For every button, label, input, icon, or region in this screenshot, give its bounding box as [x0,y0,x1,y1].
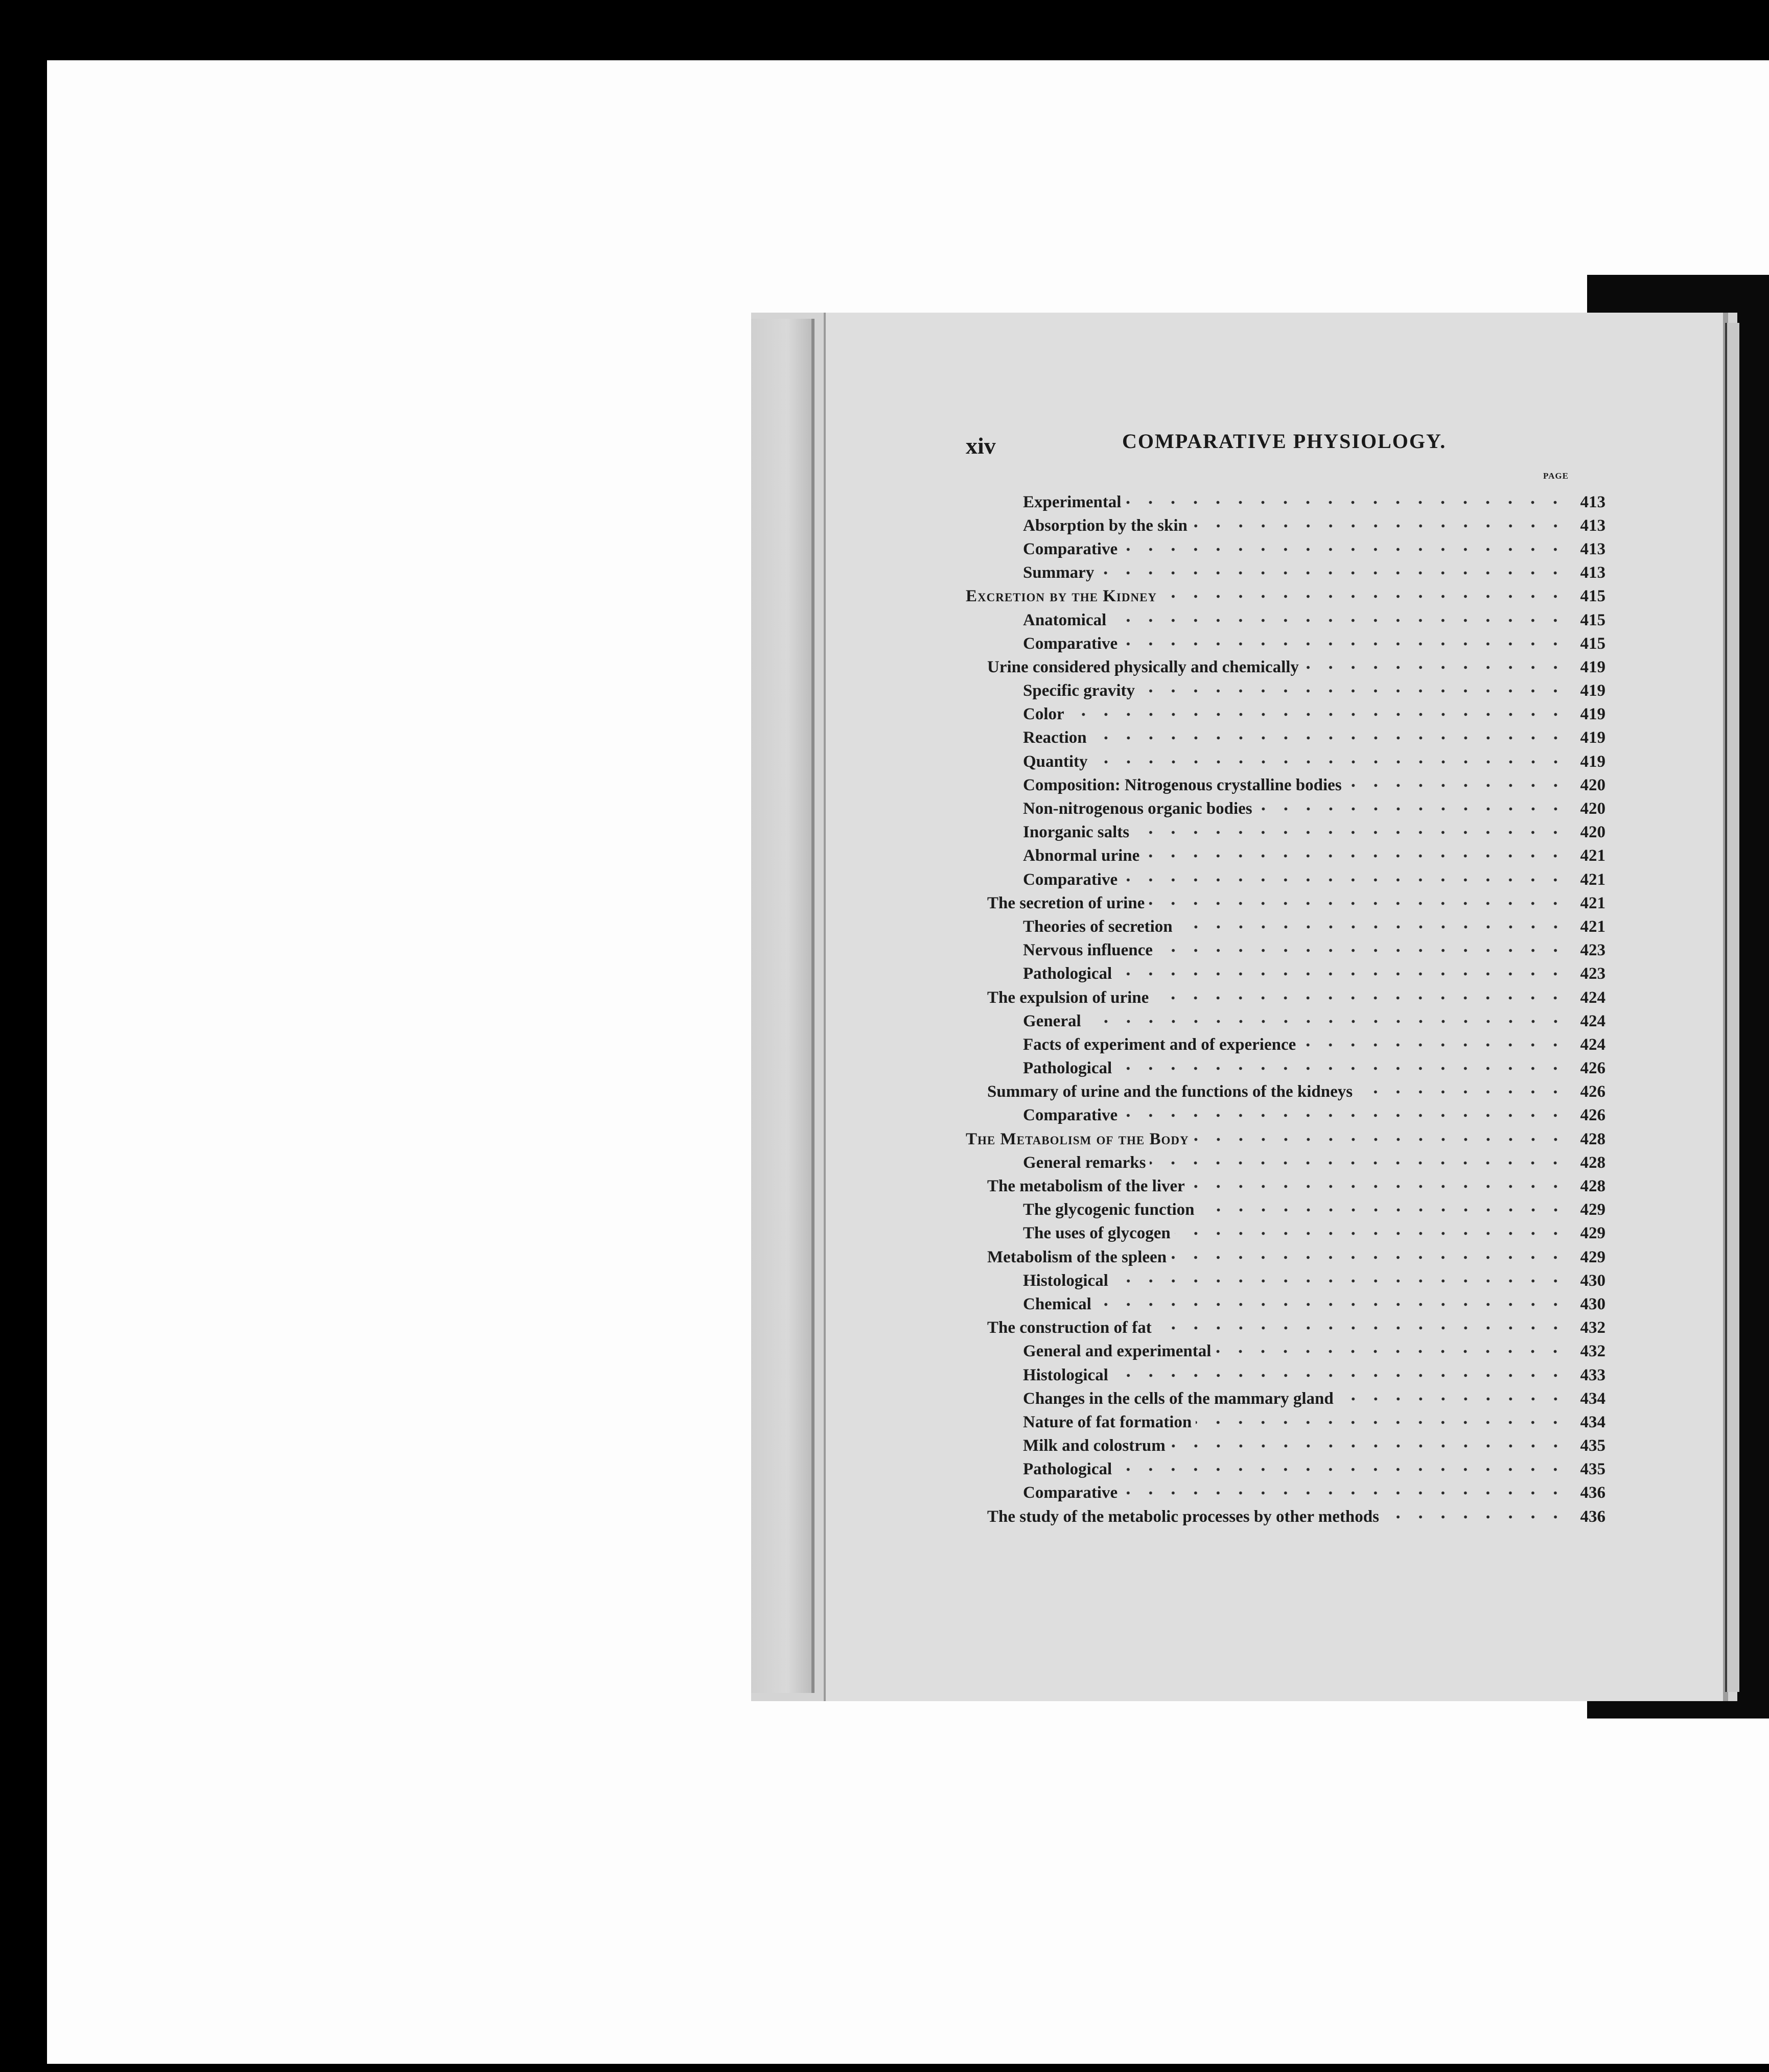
toc-entry-page: 419 [1580,752,1605,771]
toc-entry [966,915,1605,938]
toc-entry-label: The study of the metabolic processes by other methods [966,1508,1383,1526]
toc-entry-label: Facts of experiment and of experience [966,1035,1300,1054]
toc-entry [966,1174,1605,1198]
dot-leader [1112,1367,1567,1384]
toc-entry [966,1009,1605,1033]
toc-entry-page: 429 [1580,1224,1605,1243]
toc-entry [966,939,1605,962]
toc-entry-label: Color [966,705,1068,724]
toc-entry [966,1033,1605,1056]
toc-entry [966,844,1605,868]
toc-entry [966,1151,1605,1174]
toc-entry-page: 436 [1580,1484,1605,1502]
toc-entry-page: 432 [1580,1318,1605,1337]
toc-entry [966,1127,1605,1151]
dot-leader [1303,659,1567,676]
toc-entry-label: General and experimental [966,1342,1215,1361]
toc-entry-page: 424 [1580,1035,1605,1054]
toc-entry-page: 426 [1580,1059,1605,1078]
toc-entry-label: The construction of fat [966,1318,1156,1337]
toc-entry-page: 434 [1580,1389,1605,1408]
toc-entry [966,1198,1605,1222]
toc-entry-label: Changes in the cells of the mammary gland [966,1390,1338,1408]
toc-entry [966,608,1605,632]
toc-entry-page: 430 [1580,1294,1605,1313]
dot-leader [1122,872,1567,888]
dot-leader [1098,564,1567,581]
toc-entry [966,1057,1605,1080]
toc-entry-label: The expulsion of urine [966,988,1153,1007]
dot-leader [1096,1296,1567,1313]
dot-leader [1193,1131,1567,1148]
toc-entry-label: The glycogenic function [966,1200,1199,1219]
toc-entry-page: 434 [1580,1412,1605,1431]
dot-leader [1085,1013,1567,1030]
toc-entry [966,1458,1605,1481]
dot-leader [1133,824,1567,841]
toc-entry-page: 420 [1580,823,1605,842]
toc-entry-label: Abnormal urine [966,846,1144,865]
dot-leader [1177,919,1567,935]
toc-entry-label: Milk and colostrum [966,1437,1170,1455]
dot-leader [1122,1107,1567,1124]
dot-leader [1383,1509,1567,1525]
toc-entry [966,1269,1605,1292]
dot-leader [1092,754,1567,770]
dot-leader [1256,800,1567,817]
toc-entry [966,1245,1605,1269]
toc-entry-label: General remarks [966,1153,1150,1172]
toc-entry [966,1363,1605,1387]
toc-entry-page: 413 [1580,492,1605,511]
toc-entry-page: 419 [1580,705,1605,724]
toc-entry-label: Composition: Nitrogenous crystalline bodies [966,776,1346,795]
toc-entry-page: 413 [1580,563,1605,582]
dot-leader [1116,966,1567,982]
toc-entry-page: 415 [1580,587,1605,606]
facing-page-edge [1725,323,1739,1692]
page-folio: xiv [966,433,996,459]
dot-leader [1199,1202,1567,1218]
toc-entry [966,514,1605,537]
dot-leader [1161,588,1567,605]
toc-entry-label: Pathological [966,964,1116,983]
toc-entry-page: 421 [1580,917,1605,936]
dot-leader [1156,1320,1567,1336]
toc-entry-page: 429 [1580,1247,1605,1266]
toc-entry-label: Chemical [966,1295,1096,1314]
toc-entry [966,1434,1605,1458]
toc-entry-label: Metabolism of the spleen [966,1248,1171,1267]
toc-entry-page: 428 [1580,1177,1605,1196]
toc-entry-label: General [966,1012,1085,1031]
toc-entry [966,1340,1605,1363]
toc-entry-page: 419 [1580,681,1605,700]
dot-leader [1122,541,1567,558]
toc-entry-page: 421 [1580,870,1605,889]
toc-entry-label: Histological [966,1366,1112,1385]
dot-leader [1215,1343,1567,1360]
toc-entry [966,1104,1605,1127]
toc-entry [966,868,1605,891]
toc-entry [966,1080,1605,1104]
toc-entry-label: Comparative [966,634,1122,653]
toc-entry-page: 415 [1580,634,1605,653]
toc-entry [966,962,1605,986]
toc-entry [966,726,1605,750]
running-title: COMPARATIVE PHYSIOLOGY. [1122,430,1447,453]
toc-entry-page: 435 [1580,1437,1605,1455]
toc-entry [966,986,1605,1009]
toc-entry [966,1410,1605,1434]
dot-leader [1149,895,1567,912]
toc-entry-page: 424 [1580,988,1605,1007]
toc-entry-label: The secretion of urine [966,894,1149,913]
toc-entry-label: Inorganic salts [966,823,1133,842]
toc-entry [966,561,1605,585]
toc-entry-label: Histological [966,1272,1112,1290]
toc-entry-label: Pathological [966,1059,1116,1078]
toc-entry [966,1481,1605,1505]
toc-entry-label: The metabolism of the liver [966,1177,1189,1196]
dot-leader [1346,777,1567,794]
toc-entry-page: 421 [1580,846,1605,865]
dot-leader [1189,1178,1567,1195]
toc-entry [966,585,1605,608]
table-of-contents [966,490,1605,1528]
dot-leader [1150,1155,1567,1171]
dot-leader [1170,1438,1567,1454]
toc-entry-label: Comparative [966,1484,1122,1502]
toc-entry [966,891,1605,915]
toc-entry [966,679,1605,703]
toc-entry-label: Urine considered physically and chemically [966,658,1303,677]
dot-leader [1139,682,1567,699]
dot-leader [1175,1225,1567,1242]
toc-entry-label: Nervous influence [966,941,1157,960]
dot-leader [1153,990,1567,1006]
toc-entry [966,490,1605,514]
toc-entry-label: The uses of glycogen [966,1224,1175,1243]
toc-entry-page: 436 [1580,1507,1605,1526]
toc-entry [966,1222,1605,1245]
dot-leader [1144,847,1567,864]
toc-entry-label: Comparative [966,540,1122,559]
dot-leader [1110,612,1567,629]
dot-leader [1112,1273,1567,1289]
toc-entry-page: 426 [1580,1082,1605,1101]
toc-entry-label: Comparative [966,1106,1122,1125]
toc-entry-page: 420 [1580,775,1605,794]
toc-entry-page: 415 [1580,610,1605,629]
dot-leader [1357,1084,1567,1100]
dot-leader [1122,635,1567,652]
toc-entry-page: 421 [1580,893,1605,912]
toc-entry [966,537,1605,561]
toc-entry-label: Theories of secretion [966,917,1177,936]
toc-entry-label: Non-nitrogenous organic bodies [966,799,1256,818]
dot-leader [1116,1461,1567,1478]
toc-entry-page: 435 [1580,1460,1605,1479]
toc-entry [966,1292,1605,1316]
toc-entry [966,821,1605,844]
toc-entry [966,632,1605,655]
toc-entry-label: Experimental [966,493,1125,512]
toc-entry-page: 419 [1580,657,1605,676]
toc-entry-page: 428 [1580,1153,1605,1172]
toc-entry-label: Summary of urine and the functions of the kidneys [966,1082,1357,1101]
toc-entry [966,655,1605,679]
toc-entry-page: 419 [1580,728,1605,747]
toc-entry-label: Quantity [966,752,1092,771]
dot-leader [1300,1037,1567,1053]
toc-entry [966,773,1605,797]
toc-entry [966,750,1605,773]
dot-leader [1116,1060,1567,1077]
toc-entry-page: 423 [1580,964,1605,983]
dot-leader [1196,1414,1567,1431]
toc-entry-label: Excretion by the Kidney [966,587,1161,606]
toc-entry-page: 424 [1580,1011,1605,1030]
toc-entry-page: 430 [1580,1271,1605,1290]
toc-entry [966,703,1605,726]
toc-entry-page: 429 [1580,1200,1605,1219]
toc-entry-page: 432 [1580,1342,1605,1361]
dot-leader [1192,517,1567,534]
dot-leader [1122,1485,1567,1501]
dot-leader [1171,1249,1567,1266]
toc-entry-label: Summary [966,563,1098,582]
toc-entry [966,1505,1605,1528]
toc-entry-page: 413 [1580,516,1605,535]
toc-entry [966,1316,1605,1340]
toc-entry-label: Pathological [966,1460,1116,1479]
toc-entry-page: 426 [1580,1106,1605,1125]
toc-entry-label: Reaction [966,728,1091,747]
toc-entry-page: 413 [1580,539,1605,558]
dot-leader [1068,706,1567,723]
book-spine [751,319,814,1693]
dot-leader [1338,1391,1567,1407]
toc-entry-page: 420 [1580,799,1605,818]
dot-leader [1157,942,1567,959]
dot-leader [1091,729,1567,746]
toc-entry-page: 433 [1580,1365,1605,1384]
toc-entry [966,797,1605,820]
toc-entry-label: Anatomical [966,611,1110,630]
toc-entry-label: Specific gravity [966,681,1139,700]
toc-entry-label: Nature of fat formation [966,1413,1196,1432]
toc-entry [966,1387,1605,1410]
toc-entry-label: The Metabolism of the Body [966,1130,1193,1149]
page-column-label: PAGE [1543,471,1569,481]
toc-entry-label: Absorption by the skin [966,516,1192,535]
toc-entry-label: Comparative [966,870,1122,889]
dot-leader [1125,494,1567,511]
toc-entry-page: 423 [1580,941,1605,960]
toc-entry-page: 428 [1580,1129,1605,1148]
